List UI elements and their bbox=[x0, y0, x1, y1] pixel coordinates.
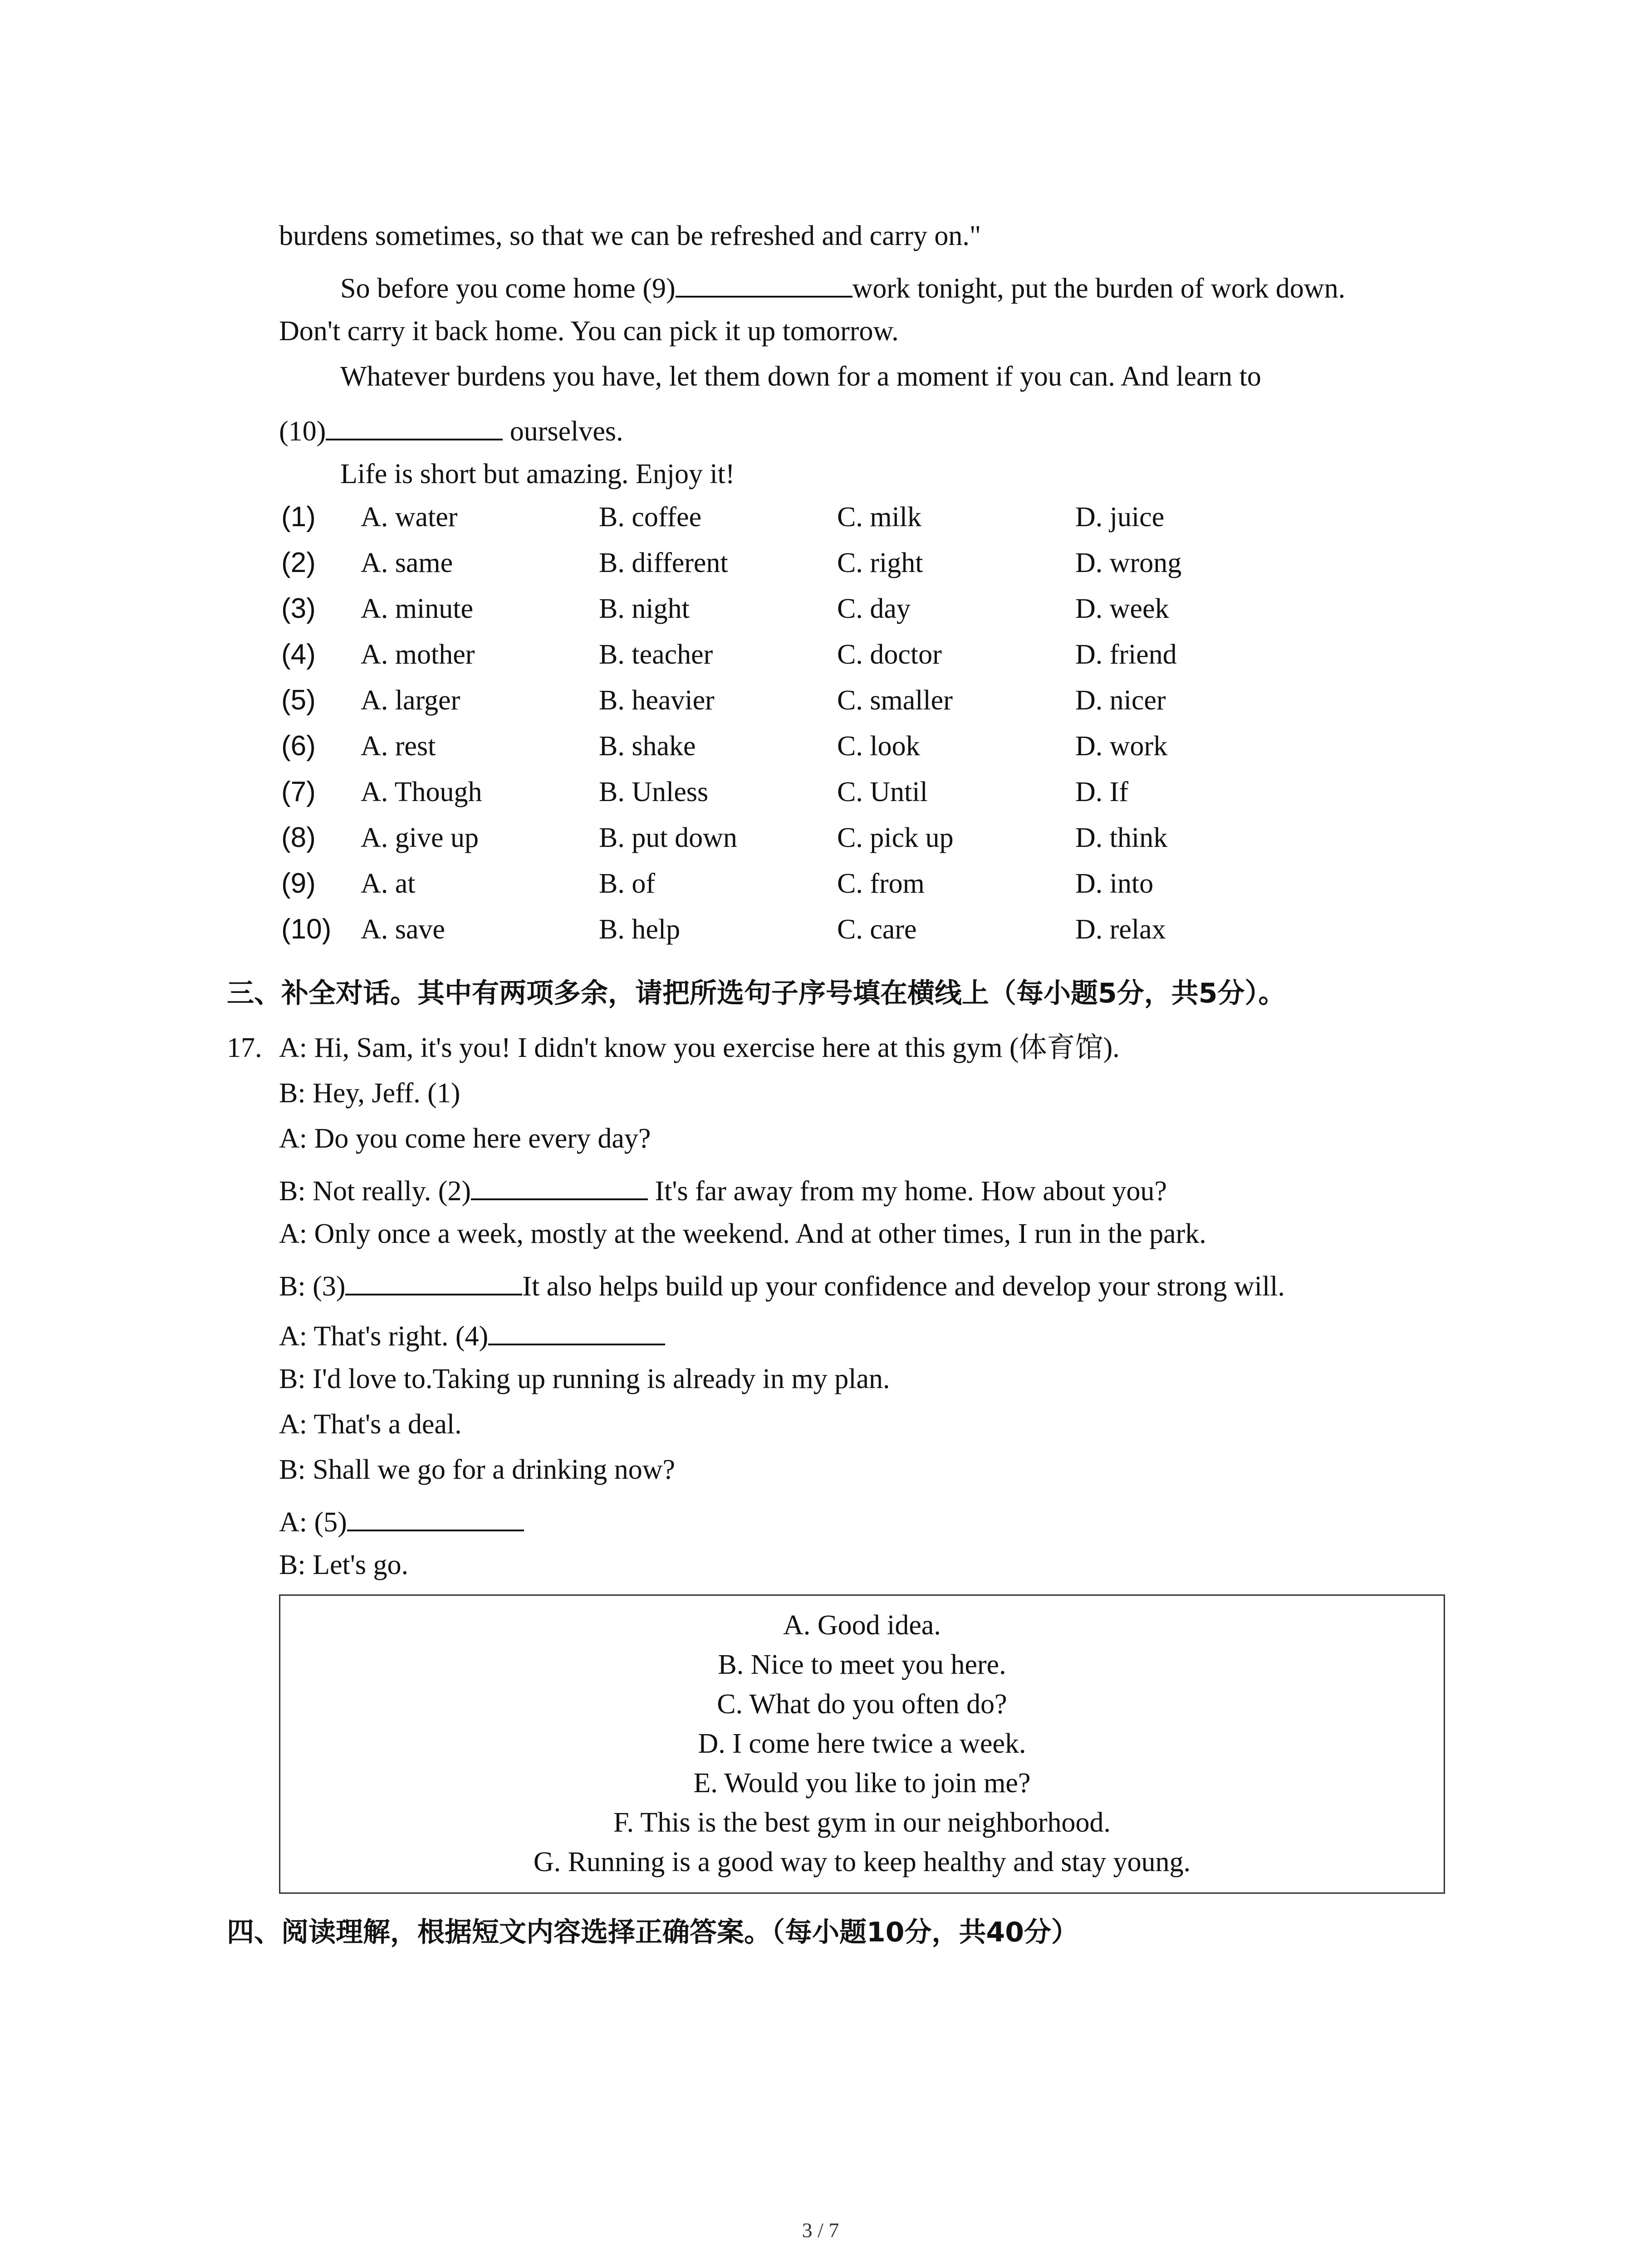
option-choice-c[interactable]: C. look bbox=[837, 731, 920, 762]
option-choice-a[interactable]: A. mother bbox=[361, 639, 475, 670]
option-choice-c[interactable]: C. smaller bbox=[837, 685, 953, 716]
option-choice-b[interactable]: B. shake bbox=[599, 731, 696, 762]
option-row bbox=[281, 911, 1279, 948]
choice-f: F. This is the best gym in our neighborhood. bbox=[613, 1807, 1111, 1838]
choice-g: G. Running is a good way to keep healthy and stay young. bbox=[533, 1847, 1191, 1877]
option-choice-a[interactable]: A. at bbox=[361, 868, 416, 899]
option-choice-a[interactable]: A. save bbox=[361, 914, 445, 945]
option-choice-b[interactable]: B. night bbox=[599, 593, 690, 624]
answer-blank-5[interactable] bbox=[347, 1501, 524, 1531]
option-choice-b[interactable]: B. put down bbox=[599, 822, 737, 853]
option-number: (4) bbox=[281, 639, 316, 670]
option-number: (10) bbox=[281, 914, 332, 945]
option-choice-b[interactable]: B. teacher bbox=[599, 639, 713, 670]
option-number: (9) bbox=[281, 868, 316, 899]
option-choice-c[interactable]: C. right bbox=[837, 547, 923, 578]
dialogue-line: A: That's a deal. bbox=[279, 1409, 462, 1440]
option-choice-a[interactable]: A. rest bbox=[361, 731, 436, 762]
option-choice-d[interactable]: D. relax bbox=[1075, 914, 1166, 945]
section-4-heading: 四、阅读理解，根据短文内容选择正确答案。（每小题10分，共40分） bbox=[227, 1916, 1078, 1948]
dialogue-text: A: That's right. (4) bbox=[279, 1321, 489, 1352]
dialogue-text: It's far away from my home. How about you? bbox=[647, 1176, 1167, 1207]
option-row bbox=[281, 682, 1279, 719]
dialogue-line-with-blank-3 bbox=[279, 1266, 1285, 1305]
option-number: (1) bbox=[281, 501, 316, 533]
option-row bbox=[281, 636, 1279, 673]
dialogue-text: A: (5) bbox=[279, 1507, 347, 1538]
dialogue-line: B: Let's go. bbox=[279, 1549, 408, 1580]
option-row bbox=[281, 865, 1279, 902]
section-3-heading: 三、补全对话。其中有两项多余，请把所选句子序号填在横线上（每小题5分，共5分）。 bbox=[227, 978, 1286, 1009]
option-row bbox=[281, 499, 1279, 535]
option-choice-a[interactable]: A. Though bbox=[361, 777, 482, 807]
answer-blank-10[interactable] bbox=[326, 411, 503, 440]
dialogue-line-with-blank-5 bbox=[279, 1501, 524, 1540]
option-row bbox=[281, 728, 1279, 764]
option-choice-b[interactable]: B. of bbox=[599, 868, 655, 899]
option-choice-d[interactable]: D. work bbox=[1075, 731, 1168, 762]
choice-d: D. I come here twice a week. bbox=[698, 1728, 1026, 1759]
option-choice-d[interactable]: D. If bbox=[1075, 777, 1129, 807]
choice-a: A. Good idea. bbox=[783, 1610, 941, 1641]
passage-text: ourselves. bbox=[503, 416, 623, 447]
option-choice-a[interactable]: A. give up bbox=[361, 822, 479, 853]
dialogue-line: A: Hi, Sam, it's you! I didn't know you exercise here at this gym (体育馆). bbox=[279, 1032, 1120, 1063]
passage-line: burdens sometimes, so that we can be refreshed and carry on." bbox=[279, 220, 981, 251]
dialogue-line: B: Hey, Jeff. (1) bbox=[279, 1078, 460, 1109]
option-choice-c[interactable]: C. milk bbox=[837, 502, 922, 533]
answer-blank-2[interactable] bbox=[471, 1170, 648, 1200]
option-choice-b[interactable]: B. help bbox=[599, 914, 681, 945]
dialogue-text: It also helps build up your confidence and develop your strong will. bbox=[522, 1271, 1285, 1302]
choice-e: E. Would you like to join me? bbox=[693, 1768, 1031, 1799]
option-row bbox=[281, 820, 1279, 856]
passage-line-with-blank-9 bbox=[340, 268, 1345, 307]
choice-c: C. What do you often do? bbox=[717, 1689, 1007, 1720]
page-number: 3 / 7 bbox=[802, 2219, 839, 2242]
dialogue-line: B: I'd love to.Taking up running is already in my plan. bbox=[279, 1364, 890, 1394]
answer-blank-4[interactable] bbox=[488, 1315, 665, 1345]
answer-blank-9[interactable] bbox=[676, 268, 852, 298]
passage-line: Whatever burdens you have, let them down for a moment if you can. And learn to bbox=[340, 361, 1261, 392]
option-choice-c[interactable]: C. Until bbox=[837, 777, 928, 807]
option-row bbox=[281, 774, 1279, 810]
option-choice-c[interactable]: C. care bbox=[837, 914, 917, 945]
answer-blank-3[interactable] bbox=[345, 1266, 522, 1295]
dialogue-line: A: Do you come here every day? bbox=[279, 1123, 651, 1154]
option-choice-d[interactable]: D. nicer bbox=[1075, 685, 1166, 716]
dialogue-line-with-blank-2 bbox=[279, 1170, 1167, 1209]
option-choice-a[interactable]: A. same bbox=[361, 547, 453, 578]
option-choice-b[interactable]: B. Unless bbox=[599, 777, 709, 807]
option-choice-b[interactable]: B. different bbox=[599, 547, 728, 578]
passage-line: Life is short but amazing. Enjoy it! bbox=[340, 459, 735, 489]
dialogue-line-with-blank-4 bbox=[279, 1315, 665, 1354]
dialogue-text: B: Not really. (2) bbox=[279, 1176, 471, 1207]
question-number: 17. bbox=[227, 1032, 262, 1063]
option-number: (7) bbox=[281, 776, 316, 807]
option-choice-b[interactable]: B. heavier bbox=[599, 685, 715, 716]
option-number: (3) bbox=[281, 593, 316, 624]
passage-text: (10) bbox=[279, 416, 326, 447]
option-choice-a[interactable]: A. minute bbox=[361, 593, 473, 624]
dialogue-text: B: (3) bbox=[279, 1271, 346, 1302]
option-choice-d[interactable]: D. think bbox=[1075, 822, 1168, 853]
dialogue-line: A: Only once a week, mostly at the weekend. And at other times, I run in the park. bbox=[279, 1218, 1206, 1249]
option-choice-c[interactable]: C. doctor bbox=[837, 639, 942, 670]
option-choice-b[interactable]: B. coffee bbox=[599, 502, 702, 533]
passage-line: Don't carry it back home. You can pick it up tomorrow. bbox=[279, 316, 899, 347]
option-row bbox=[281, 545, 1279, 581]
option-number: (2) bbox=[281, 547, 316, 578]
option-row bbox=[281, 591, 1279, 627]
option-choice-a[interactable]: A. water bbox=[361, 502, 458, 533]
option-choice-c[interactable]: C. from bbox=[837, 868, 925, 899]
passage-line-with-blank-10 bbox=[279, 411, 623, 450]
option-number: (5) bbox=[281, 684, 316, 716]
option-choice-a[interactable]: A. larger bbox=[361, 685, 460, 716]
passage-text: work tonight, put the burden of work down. bbox=[852, 273, 1346, 304]
option-choice-d[interactable]: D. wrong bbox=[1075, 547, 1182, 578]
option-choice-d[interactable]: D. friend bbox=[1075, 639, 1177, 670]
option-choice-d[interactable]: D. juice bbox=[1075, 502, 1165, 533]
option-choice-c[interactable]: C. day bbox=[837, 593, 911, 624]
choice-b: B. Nice to meet you here. bbox=[718, 1649, 1006, 1680]
dialogue-line: B: Shall we go for a drinking now? bbox=[279, 1454, 676, 1485]
passage-text: So before you come home (9) bbox=[340, 273, 676, 304]
option-choice-c[interactable]: C. pick up bbox=[837, 822, 954, 853]
option-number: (8) bbox=[281, 822, 316, 853]
option-choice-d[interactable]: D. week bbox=[1075, 593, 1169, 624]
option-choice-d[interactable]: D. into bbox=[1075, 868, 1154, 899]
option-number: (6) bbox=[281, 730, 316, 762]
choices-box bbox=[279, 1594, 1445, 1894]
